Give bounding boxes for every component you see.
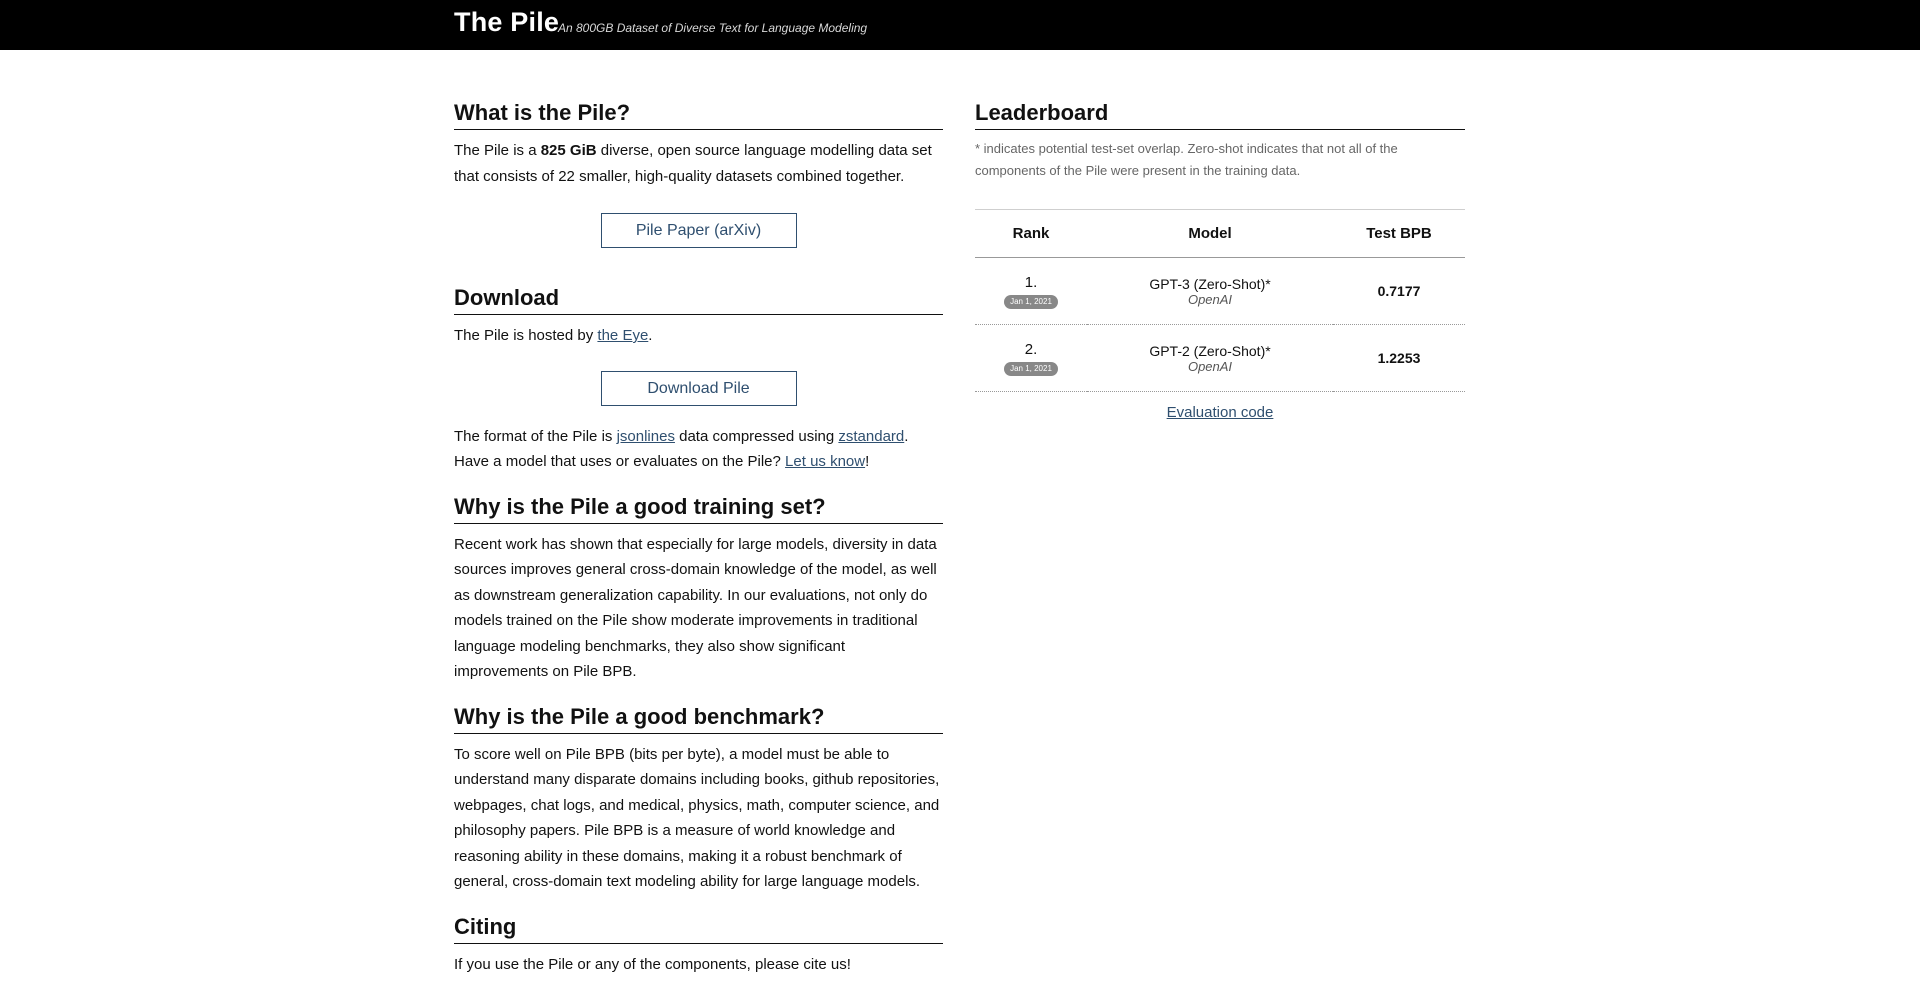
section-title-download: Download — [454, 285, 943, 315]
site-tagline: An 800GB Dataset of Diverse Text for Language Modeling — [558, 21, 868, 35]
rank-cell — [975, 325, 1087, 392]
col-header-bpb: Test BPB — [1333, 210, 1465, 258]
hosted-before: The Pile is hosted by — [454, 327, 598, 344]
model-question: Have a model that uses or evaluates on the Pile? — [454, 453, 786, 470]
section-title-leaderboard: Leaderboard — [975, 100, 1465, 130]
jsonlines-link[interactable]: jsonlines — [616, 427, 675, 445]
right-column — [975, 50, 1465, 421]
download-pile-button[interactable]: Download Pile — [601, 371, 797, 406]
section-training — [454, 494, 943, 685]
training-text: Recent work has shown that especially for large models, diversity in data sources improves general cross-domain knowledge of the model, as well as downstream generalization capability. In our evaluations, not only do models trained on the Pile show moderate improvements in traditional language modeling benchmarks, they also show significant improvements on Pile BPB. — [454, 535, 937, 680]
section-download — [454, 285, 943, 475]
date-badge: Jan 1, 2021 — [1004, 362, 1058, 376]
col-header-model: Model — [1087, 210, 1333, 258]
left-column — [454, 50, 943, 977]
section-leaderboard — [975, 100, 1465, 421]
the-eye-link[interactable]: the Eye — [597, 327, 649, 344]
leaderboard-table — [975, 209, 1465, 392]
format-text — [454, 424, 943, 475]
hosted-by-text — [454, 323, 943, 349]
table-row — [975, 325, 1465, 392]
format-after: . — [904, 427, 909, 445]
leaderboard-header-row — [975, 210, 1465, 258]
dataset-size: 825 GiB — [540, 142, 597, 159]
rank-number: 1. — [1024, 273, 1038, 291]
section-benchmark — [454, 704, 943, 895]
model-name: GPT-3 (Zero-Shot)* — [1149, 275, 1271, 292]
evaluation-code-link[interactable]: Evaluation code — [1166, 404, 1274, 421]
zstandard-link[interactable]: zstandard — [838, 427, 905, 445]
eval-link-wrap — [975, 404, 1465, 421]
section-title-citing: Citing — [454, 914, 943, 944]
section-citing — [454, 914, 943, 978]
hosted-after: . — [648, 327, 653, 344]
what-text-after: diverse, open source language modelling data set that consists of 22 smaller, high-quality datasets combined together. — [454, 142, 932, 185]
let-us-know-link[interactable]: Let us know — [785, 453, 866, 470]
format-before: The format of the Pile is — [454, 427, 617, 445]
section-what — [454, 100, 943, 248]
what-description — [454, 138, 943, 189]
top-nav-bar — [0, 0, 1920, 50]
what-text-before: The Pile is a — [454, 142, 541, 159]
rank-cell — [975, 258, 1087, 325]
section-title-benchmark: Why is the Pile a good benchmark? — [454, 704, 943, 734]
pile-paper-button[interactable]: Pile Paper (arXiv) — [601, 213, 797, 248]
rank-number: 2. — [1024, 340, 1038, 358]
model-cell — [1087, 325, 1333, 392]
bpb-value: 0.7177 — [1333, 258, 1465, 325]
section-title-training: Why is the Pile a good training set? — [454, 494, 943, 524]
model-cell — [1087, 258, 1333, 325]
date-badge: Jan 1, 2021 — [1004, 295, 1058, 309]
model-name: GPT-2 (Zero-Shot)* — [1149, 342, 1271, 359]
bpb-value: 1.2253 — [1333, 325, 1465, 392]
col-header-rank: Rank — [975, 210, 1087, 258]
citing-text: If you use the Pile or any of the components, please cite us! — [454, 955, 851, 973]
benchmark-text: To score well on Pile BPB (bits per byte), a model must be able to understand many disparate domains including books, github repositories, webpages, chat logs, and medical, physics, math, computer science, and philosophy papers. Pile BPB is a measure of world knowledge and reasoning ability in these domains, making it a robust benchmark of general, cross-domain text modeling ability for large language models. — [454, 745, 940, 890]
table-row — [975, 258, 1465, 325]
leaderboard-note: * indicates potential test-set overlap. Zero-shot indicates that not all of the components of the Pile were present in the training data. — [975, 141, 1398, 178]
model-org: OpenAI — [1187, 358, 1233, 374]
section-title-what: What is the Pile? — [454, 100, 943, 130]
model-org: OpenAI — [1187, 291, 1233, 307]
model-after: ! — [865, 453, 870, 470]
site-title[interactable]: The Pile — [454, 7, 560, 37]
format-mid: data compressed using — [674, 427, 839, 445]
main-content — [0, 50, 1920, 995]
